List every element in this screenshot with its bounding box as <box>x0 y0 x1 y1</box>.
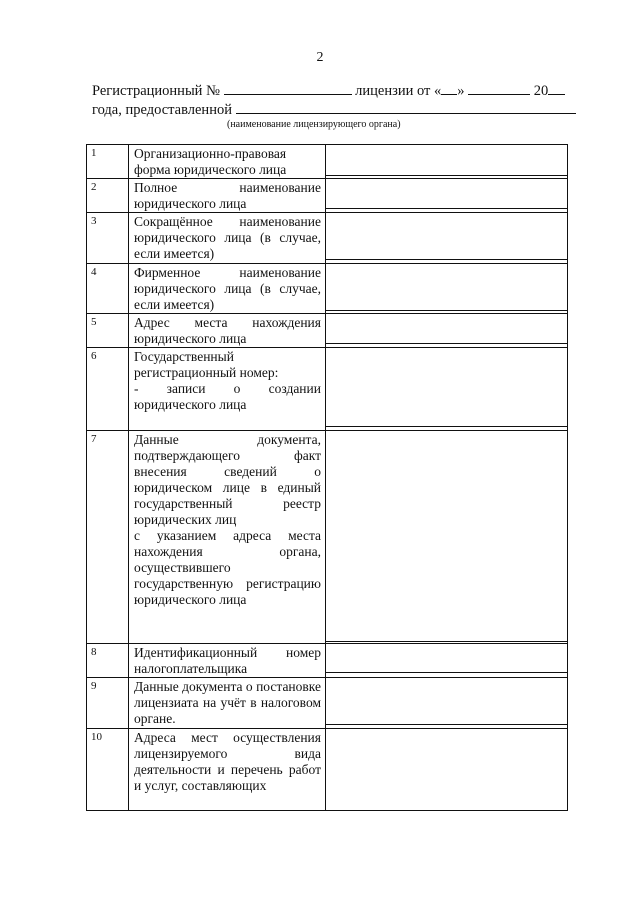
table-row <box>87 348 568 431</box>
row-value-field[interactable] <box>326 431 568 644</box>
row-number: 4 <box>87 264 129 314</box>
month-field[interactable] <box>468 80 530 95</box>
row-label: Идентификационный номер налогоплательщика <box>129 644 326 678</box>
row-label: Организационно-правовая форма юридического лица <box>129 145 326 179</box>
row-value-field[interactable] <box>326 314 568 348</box>
granted-label: года, предоставленной <box>92 102 232 118</box>
row-label: Адреса мест осуществления лицензируемого вида деятельности и перечень работ и услуг, составляющих <box>129 729 326 811</box>
table-row <box>87 678 568 729</box>
row-number: 2 <box>87 179 129 213</box>
row-number: 10 <box>87 729 129 811</box>
row-number: 8 <box>87 644 129 678</box>
row-label: Полное наименование юридического лица <box>129 179 326 213</box>
row-value-field[interactable] <box>326 145 568 179</box>
licensing-authority-field[interactable] <box>236 99 576 114</box>
row-value-field[interactable] <box>326 348 568 431</box>
row-label: Сокращённое наименование юридического лица (в случае, если имеется) <box>129 213 326 264</box>
row-number: 1 <box>87 145 129 179</box>
year-prefix: 20 <box>533 83 549 99</box>
row-label: Данные документа о постановке лицензиата на учёт в налоговом органе. <box>129 678 326 729</box>
license-from-label: лицензии от « <box>355 83 442 99</box>
row-value-field[interactable] <box>326 644 568 678</box>
granted-line <box>92 99 576 119</box>
row-value-field[interactable] <box>326 678 568 729</box>
row-value-field[interactable] <box>326 729 568 811</box>
registration-line <box>92 80 565 100</box>
row-value-field[interactable] <box>326 264 568 314</box>
table-row <box>87 314 568 348</box>
row-label: Фирменное наименование юридического лица (в случае, если имеется) <box>129 264 326 314</box>
row-number: 5 <box>87 314 129 348</box>
row-number: 7 <box>87 431 129 644</box>
table-row <box>87 264 568 314</box>
row-number: 3 <box>87 213 129 264</box>
license-form-table <box>86 144 568 811</box>
row-label: Данные документа, подтверждающего факт внесения сведений о юридическом лице в единый государственный реестр юридических лиц с указанием адреса места нахождения органа, осуществившего государственную регистрацию юридического лица <box>129 431 326 644</box>
quote-close: » <box>457 83 465 99</box>
row-number: 6 <box>87 348 129 431</box>
table-row <box>87 729 568 811</box>
table-row <box>87 644 568 678</box>
page-number: 2 <box>316 50 324 65</box>
table-row <box>87 213 568 264</box>
row-label: Адрес места нахождения юридического лица <box>129 314 326 348</box>
row-value-field[interactable] <box>326 179 568 213</box>
day-field[interactable] <box>441 80 457 95</box>
table-row <box>87 179 568 213</box>
row-value-field[interactable] <box>326 213 568 264</box>
table-row <box>87 145 568 179</box>
registration-number-field[interactable] <box>224 80 352 95</box>
year-field[interactable] <box>548 80 565 95</box>
authority-caption: (наименование лицензирующего органа) <box>227 119 401 130</box>
registration-label: Регистрационный № <box>92 83 220 99</box>
table-row <box>87 431 568 644</box>
row-label: Государственный регистрационный номер: - записи о создании юридического лица <box>129 348 326 431</box>
row-number: 9 <box>87 678 129 729</box>
